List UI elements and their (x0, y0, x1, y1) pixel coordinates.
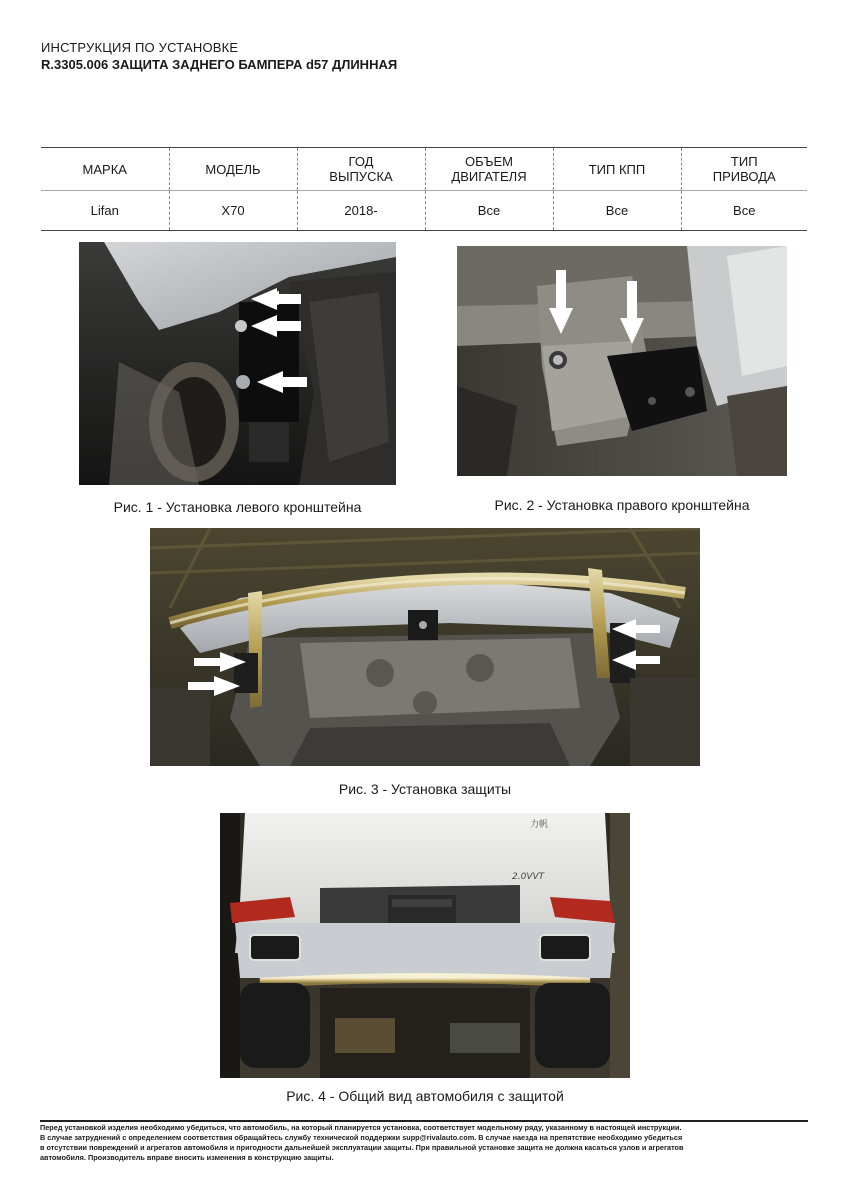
value-engine: Все (425, 191, 553, 231)
document-header (41, 40, 397, 73)
fig2-photo-right-bracket (457, 246, 787, 476)
value-year: 2018- (297, 191, 425, 231)
header-engine: ОБЪЕМ ДВИГАТЕЛЯ (425, 148, 553, 191)
fig1-photo-left-bracket (79, 242, 396, 485)
header-transmission: ТИП КПП (553, 148, 681, 191)
header-model: МОДЕЛЬ (169, 148, 297, 191)
footer-line-4: автомобиля. Производитель вправе вносить изменения в конструкцию защиты. (40, 1153, 334, 1162)
spec-header-row (41, 148, 807, 191)
footer-line-3: в отсутствии повреждений и агрегатов автомобиля и пригодности дальнейшей эксплуатации защиты. При правильной установке защита не должна касаться узлов и агрегатов (40, 1143, 684, 1152)
footer-line-1: Перед установкой изделия необходимо убедиться, что автомобиль, на который планируется установка, соответствует модельному ряду, указанному в настоящей инструкции. (40, 1123, 682, 1132)
header-brand: МАРКА (41, 148, 169, 191)
spec-value-row (41, 191, 807, 231)
fig4-photo-car-overview (220, 813, 630, 1078)
value-brand: Lifan (90, 203, 119, 218)
footer-divider (40, 1120, 808, 1122)
doc-type-title: ИНСТРУКЦИЯ ПО УСТАНОВКЕ (41, 40, 239, 55)
product-title: R.3305.006 ЗАЩИТА ЗАДНЕГО БАМПЕРА d57 ДЛИННАЯ (41, 57, 398, 72)
value-model: X70 (169, 191, 297, 231)
value-transmission: Все (553, 191, 681, 231)
footer-disclaimer (40, 1123, 808, 1163)
fig4-logo-text: 力帆 (530, 820, 549, 830)
fig3-photo-protection-installed (150, 528, 700, 766)
header-year: ГОД ВЫПУСКА (297, 148, 425, 191)
fig1-caption: Рис. 1 - Установка левого кронштейна (113, 499, 362, 515)
fig2-caption: Рис. 2 - Установка правого кронштейна (494, 497, 750, 513)
header-drive: ТИП ПРИВОДА (681, 148, 807, 191)
fig4-badge: 2.0VVT (512, 872, 545, 882)
fig3-caption: Рис. 3 - Установка защиты (338, 781, 512, 797)
fig4-caption: Рис. 4 - Общий вид автомобиля с защитой (286, 1088, 564, 1104)
footer-line-2: В случае затруднений с определением соответствия обращайтесь службу технической поддержки supp@rivalauto.com. В случае наезда на препятствие необходимо убедиться (40, 1133, 683, 1142)
value-drive: Все (681, 191, 807, 231)
vehicle-spec-table (41, 147, 807, 231)
